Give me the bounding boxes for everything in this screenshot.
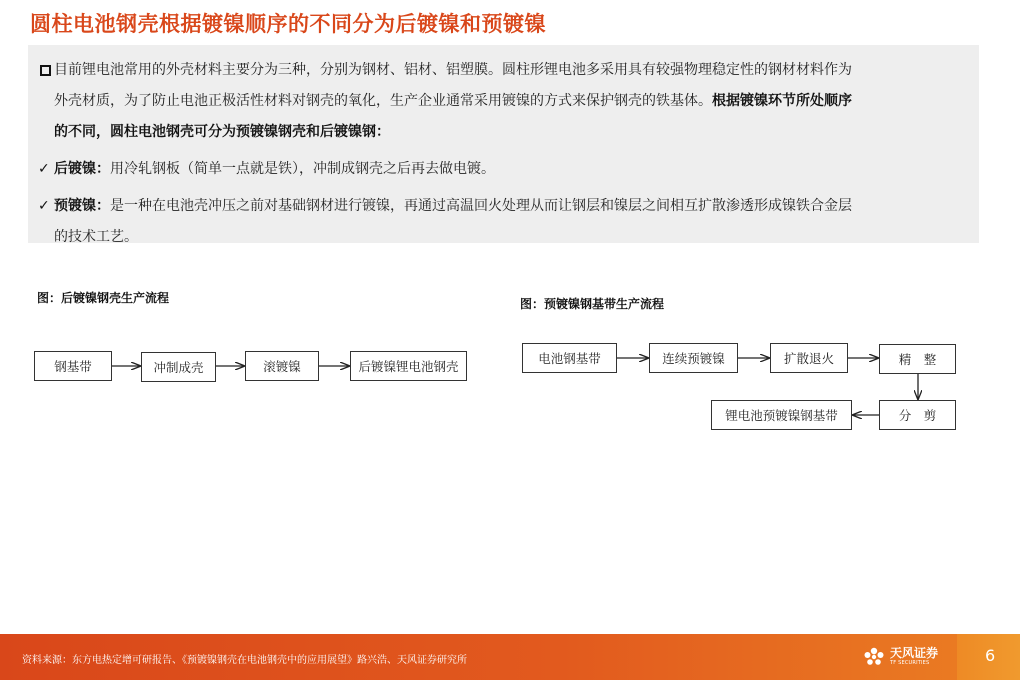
- figure-left-caption: 图：后镀镍钢壳生产流程: [37, 291, 170, 305]
- flow-step-post-plated-shell: 后镀镍锂电池钢壳: [350, 351, 467, 381]
- page-title: 圆柱电池钢壳根据镀镍顺序的不同分为后镀镍和预镀镍: [30, 12, 546, 36]
- flow-step-preplated-strip: 锂电池预镀镍钢基带: [711, 400, 852, 430]
- logo-name-en: TF SECURITIES: [890, 660, 930, 666]
- flow-step-finishing: 精 整: [879, 344, 956, 374]
- footer-bar: [0, 634, 1020, 680]
- post-plating-item: [40, 154, 967, 185]
- intro-bold-line3: 的不同，圆柱电池钢壳可分为预镀镍钢壳和后镀镍钢：: [54, 124, 390, 140]
- pre-plating-desc-line1: 是一种在电池壳冲压之前对基础钢材进行镀镍，再通过高温回火处理从而让钢层和镍层之间相互扩散渗透形成镍铁合金层: [110, 198, 852, 214]
- flow-step-steel-strip: 钢基带: [34, 351, 112, 381]
- intro-text: 目前锂电池常用的外壳材料主要分为三种，分别为钢材、铝材、铝塑膜。圆柱形锂电池多采用具有较强物理稳定性的钢材材料作为: [54, 62, 852, 78]
- tf-logo-icon: [862, 645, 886, 669]
- checkmark-icon: ✓: [38, 161, 50, 177]
- post-plating-term: 后镀镍：: [54, 161, 110, 177]
- summary-panel: [28, 45, 979, 243]
- page-number: 6: [985, 646, 996, 665]
- source-note: 资料来源：东方电热定增可研报告、《预镀镍钢壳在电池钢壳中的应用展望》路兴浩、天风证券研究所: [22, 655, 467, 666]
- company-logo: [862, 645, 938, 669]
- flow-step-diffusion-annealing: 扩散退火: [770, 343, 848, 373]
- flow-step-battery-strip: 电池钢基带: [522, 343, 617, 373]
- intro-paragraph: [40, 55, 967, 148]
- logo-name-cn: 天风证券: [890, 646, 939, 660]
- flow-step-continuous-preplating: 连续预镀镍: [649, 343, 738, 373]
- intro-bold-line2: 根据镀镍环节所处顺序: [712, 93, 852, 109]
- flow-step-barrel-plating: 滚镀镍: [245, 351, 319, 381]
- post-plating-desc: 用冷轧钢板（简单一点就是铁），冲制成钢壳之后再去做电镀。: [110, 161, 495, 177]
- square-bullet-icon: [40, 65, 51, 76]
- logo-text: [890, 647, 938, 667]
- flow-step-stamping: 冲制成壳: [141, 352, 216, 382]
- pre-plating-item: [40, 191, 967, 253]
- figure-right-caption: 图：预镀镍钢基带生产流程: [520, 297, 665, 311]
- checkmark-icon: ✓: [38, 198, 50, 214]
- pre-plating-term: 预镀镍：: [54, 198, 110, 214]
- intro-text-line2: 外壳材质，为了防止电池正极活性材料对钢壳的氧化，生产企业通常采用镀镍的方式来保护钢壳的铁基体。: [54, 93, 712, 109]
- flow-step-slitting: 分 剪: [879, 400, 956, 430]
- pre-plating-desc-line2: 的技术工艺。: [54, 229, 138, 245]
